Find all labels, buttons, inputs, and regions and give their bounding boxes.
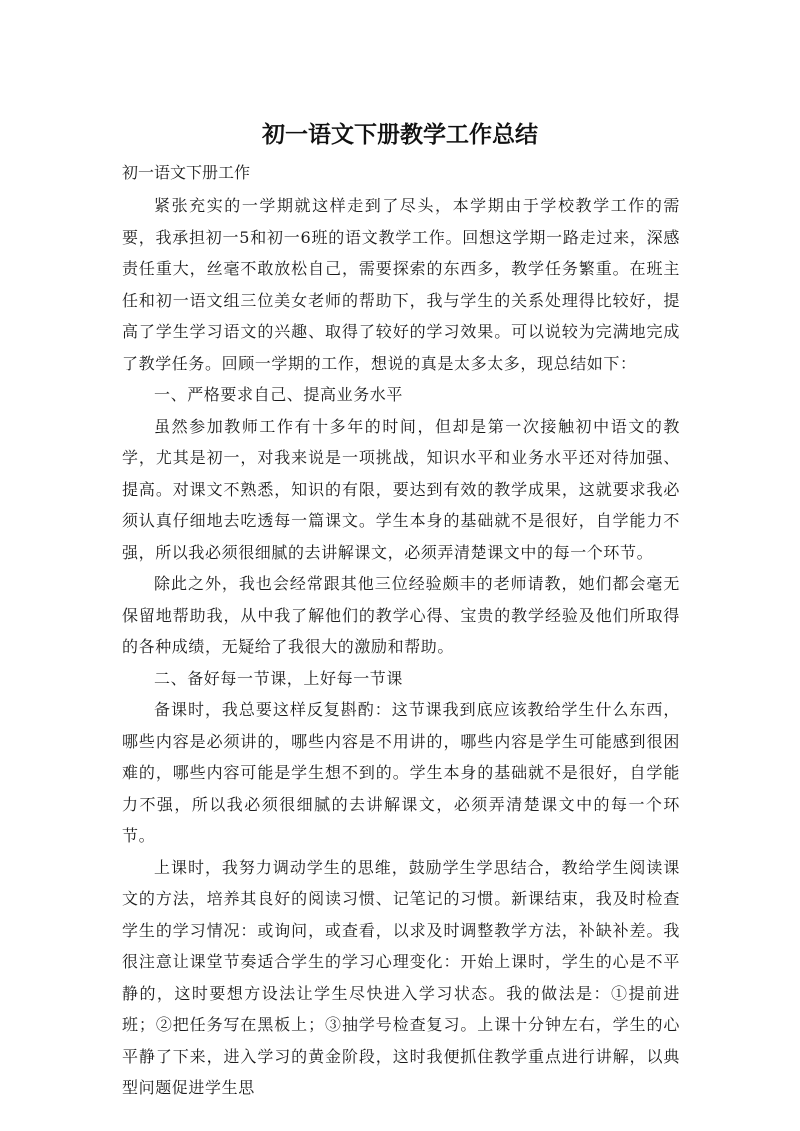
paragraph-section2-b: 上课时，我努力调动学生的思维，鼓励学生学思结合，教给学生阅读课文的方法，培养其良好的阅读习惯、记笔记的习惯。新课结束，我及时检查学生的学习情况：或询问，或查看，以求及时调整教学方法，补缺补差。我很注意让课堂节奏适合学生的学习心理变化：开始上课时，学生的心是不平静的，这时要想方设法让学生尽快进入学习状态。我的做法是：①提前进班；②把任务写在黑板上；③抽学号检查复习。上课十分钟左右，学生的心平静了下来，进入学习的黄金阶段，这时我便抓住教学重点进行讲解，以典型问题促进学生思: [122, 857, 680, 1097]
paragraph-intro: 紧张充实的一学期就这样走到了尽头，本学期由于学校教学工作的需要，我承担初一5和初一6班的语文教学工作。回想这学期一路走过来，深感责任重大，丝毫不敢放松自己，需要探索的东西多，教学任务繁重。在班主任和初一语文组三位美女老师的帮助下，我与学生的关系处理得比较好，提高了学生学习语文的兴趣、取得了较好的学习效果。可以说较为完满地完成了教学任务。回顾一学期的工作，想说的真是太多太多，现总结如下：: [122, 196, 680, 373]
document-title: 初一语文下册教学工作总结: [262, 122, 538, 148]
paragraph-section1-b: 除此之外，我也会经常跟其他三位经验颇丰的老师请教，她们都会毫无保留地帮助我，从中我了解他们的教学心得、宝贵的教学经验及他们所取得的各种成绩，无疑给了我很大的激励和帮助。: [122, 574, 680, 656]
section-heading-2: 二、备好每一节课，上好每一节课: [154, 668, 404, 688]
paragraph-section1-a: 虽然参加教师工作有十多年的时间，但却是第一次接触初中语文的教学，尤其是初一，对我来说是一项挑战，知识水平和业务水平还对待加强、提高。对课文不熟悉，知识的有限，要达到有效的教学成果，这就要求我必须认真仔细地去吃透每一篇课文。学生本身的基础就不是很好，自学能力不强，所以我必须很细腻的去讲解课文，必须弄清楚课文中的每一个环节。: [122, 416, 680, 562]
document-subtitle: 初一语文下册工作: [122, 163, 251, 182]
section-heading-1: 一、严格要求自己、提高业务水平: [154, 385, 404, 404]
document-body: [122, 190, 680, 1104]
paragraph-section2-a: 备课时，我总要这样反复斟酌：这节课我到底应该教给学生什么东西，哪些内容是必须讲的，哪些内容是不用讲的，哪些内容是学生可能感到很困难的，哪些内容可能是学生想不到的。学生本身的基础就不是很好，自学能力不强，所以我必须很细腻的去讲解课文，必须弄清楚课文中的每一个环节。: [122, 700, 680, 845]
